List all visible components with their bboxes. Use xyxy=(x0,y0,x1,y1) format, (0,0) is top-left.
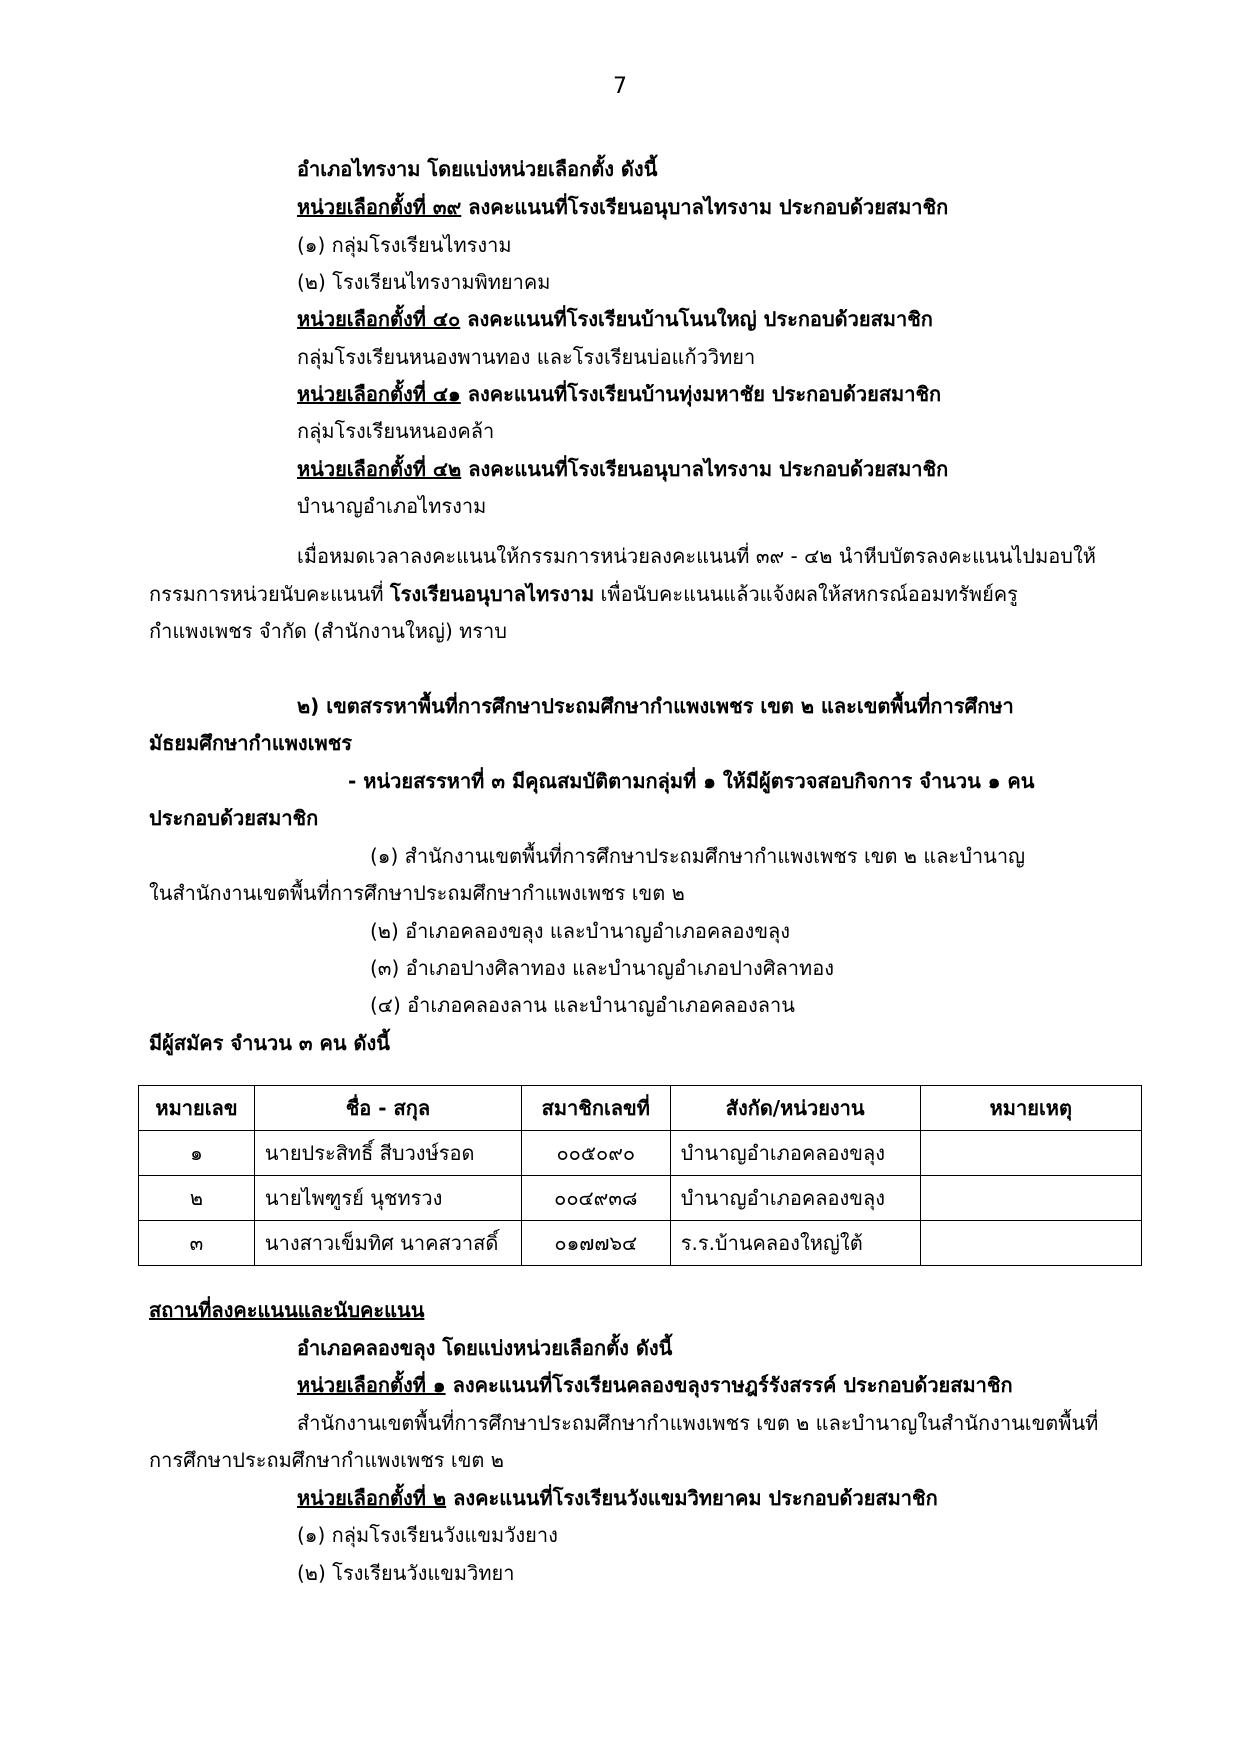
cell-remark xyxy=(920,1131,1141,1176)
section2-heading-2: มัธยมศึกษากำแพงเพชร xyxy=(149,731,353,755)
unit-member: (๒) โรงเรียนวังแขมวิทยา xyxy=(297,1561,515,1585)
col-header-affiliation: สังกัด/หน่วยงาน xyxy=(670,1086,920,1131)
venue-intro: อำเภอคลองขลุง โดยแบ่งหน่วยเลือกตั้ง ดังนี้ xyxy=(297,1336,673,1360)
cell-affiliation: ร.ร.บ้านคลองใหญ่ใต้ xyxy=(670,1221,920,1266)
unit-label: หน่วยเลือกตั้งที่ ๔๐ xyxy=(297,307,461,331)
closing-line-3: กำแพงเพชร จำกัด (สำนักงานใหญ่) ทราบ xyxy=(149,619,507,643)
cell-name: นายประสิทธิ์ สีบวงษ์รอด xyxy=(254,1131,521,1176)
venue-title: สถานที่ลงคะแนนและนับคะแนน xyxy=(149,1298,425,1322)
cell-member-no: ๐๐๔๙๓๘ xyxy=(521,1176,670,1221)
member-item: (๓) อำเภอปางศิลาทอง และบำนาญอำเภอปางศิลาทอง xyxy=(370,956,834,980)
district-intro: อำเภอไทรงาม โดยแบ่งหน่วยเลือกตั้ง ดังนี้ xyxy=(297,157,658,181)
table-header-row xyxy=(139,1086,1142,1131)
unit-39-heading xyxy=(297,193,948,221)
cell-name: นางสาวเข็มทิศ นาคสวาสดิ์ xyxy=(254,1221,521,1266)
unit-member: กลุ่มโรงเรียนหนองพานทอง และโรงเรียนบ่อแก้ววิทยา xyxy=(297,345,756,369)
cell-number: ๑ xyxy=(139,1131,255,1176)
table-row xyxy=(139,1221,1142,1266)
unit-label: หน่วยเลือกตั้งที่ ๑ xyxy=(297,1373,446,1397)
unit-member: (๑) กลุ่มโรงเรียนวังแขมวังยาง xyxy=(297,1523,558,1547)
table-row xyxy=(139,1176,1142,1221)
unit-desc: ลงคะแนนที่โรงเรียนวังแขมวิทยาคม ประกอบด้วยสมาชิก xyxy=(446,1486,938,1510)
section2-heading-1: ๒) เขตสรรหาพื้นที่การศึกษาประถมศึกษากำแพงเพชร เขต ๒ และเขตพื้นที่การศึกษา xyxy=(297,694,1014,718)
unit-member: กลุ่มโรงเรียนหนองคล้า xyxy=(297,419,495,443)
member-item: (๑) สำนักงานเขตพื้นที่การศึกษาประถมศึกษากำแพงเพชร เขต ๒ และบำนาญ xyxy=(370,844,1026,868)
member-item: (๒) อำเภอคลองขลุง และบำนาญอำเภอคลองขลุง xyxy=(370,919,791,943)
cell-number: ๓ xyxy=(139,1221,255,1266)
cell-remark xyxy=(920,1176,1141,1221)
venue-unit-1-line-2: การศึกษาประถมศึกษากำแพงเพชร เขต ๒ xyxy=(149,1448,504,1472)
cell-name: นายไพฑูรย์ นุชทรวง xyxy=(254,1176,521,1221)
cell-affiliation: บำนาญอำเภอคลองขลุง xyxy=(670,1176,920,1221)
unit-desc: ลงคะแนนที่โรงเรียนอนุบาลไทรงาม ประกอบด้วยสมาชิก xyxy=(461,457,949,481)
unit-desc: ลงคะแนนที่โรงเรียนบ้านโนนใหญ่ ประกอบด้วยสมาชิก xyxy=(460,307,933,331)
unit-desc: ลงคะแนนที่โรงเรียนอนุบาลไทรงาม ประกอบด้วยสมาชิก xyxy=(461,195,949,219)
unit-41-heading xyxy=(297,380,941,408)
unit-40-heading xyxy=(297,305,933,333)
col-header-number: หมายเลข xyxy=(139,1086,255,1131)
venue-unit-2-heading xyxy=(297,1484,938,1512)
unit-label: หน่วยเลือกตั้งที่ ๔๑ xyxy=(297,382,461,406)
unit-label: หน่วยเลือกตั้งที่ ๔๒ xyxy=(297,457,462,481)
unit-label: หน่วยเลือกตั้งที่ ๒ xyxy=(297,1486,447,1510)
unit-member: (๑) กลุ่มโรงเรียนไทรงาม xyxy=(297,233,512,257)
col-header-remark: หมายเหตุ xyxy=(920,1086,1141,1131)
unit-member: (๒) โรงเรียนไทรงามพิทยาคม xyxy=(297,270,551,294)
member-item: (๔) อำเภอคลองลาน และบำนาญอำเภอคลองลาน xyxy=(370,993,795,1017)
cell-member-no: ๐๑๗๗๖๔ xyxy=(521,1221,670,1266)
unit-label: หน่วยเลือกตั้งที่ ๓๙ xyxy=(297,195,462,219)
applicants-line: มีผู้สมัคร จำนวน ๓ คน ดังนี้ xyxy=(149,1031,390,1055)
group-line-1: - หน่วยสรรหาที่ ๓ มีคุณสมบัติตามกลุ่มที่ ๑ ให้มีผู้ตรวจสอบกิจการ จำนวน ๑ คน xyxy=(348,769,1035,793)
cell-member-no: ๐๐๕๐๙๐ xyxy=(521,1131,670,1176)
closing-school: โรงเรียนอนุบาลไทรงาม xyxy=(389,582,595,606)
candidates-table xyxy=(138,1085,1142,1266)
page-number: 7 xyxy=(613,74,627,99)
table-row xyxy=(139,1131,1142,1176)
unit-member: บำนาญอำเภอไทรงาม xyxy=(297,494,487,518)
closing-line-1: เมื่อหมดเวลาลงคะแนนให้กรรมการหน่วยลงคะแนนที่ ๓๙ - ๔๒ นำหีบบัตรลงคะแนนไปมอบให้ xyxy=(297,544,1096,568)
member-item-cont: ในสำนักงานเขตพื้นที่การศึกษาประถมศึกษากำแพงเพชร เขต ๒ xyxy=(149,881,685,905)
group-line-2: ประกอบด้วยสมาชิก xyxy=(149,806,319,830)
cell-affiliation: บำนาญอำเภอคลองขลุง xyxy=(670,1131,920,1176)
unit-desc: ลงคะแนนที่โรงเรียนคลองขลุงราษฎร์รังสรรค์ ประกอบด้วยสมาชิก xyxy=(445,1373,1013,1397)
cell-number: ๒ xyxy=(139,1176,255,1221)
venue-unit-1-line-1: สำนักงานเขตพื้นที่การศึกษาประถมศึกษากำแพงเพชร เขต ๒ และบำนาญในสำนักงานเขตพื้นที่ xyxy=(297,1411,1099,1435)
venue-unit-1-heading xyxy=(297,1371,1013,1399)
col-header-name: ชื่อ - สกุล xyxy=(254,1086,521,1131)
cell-remark xyxy=(920,1221,1141,1266)
unit-42-heading xyxy=(297,455,948,483)
closing-text: กรรมการหน่วยนับคะแนนที่ xyxy=(149,582,390,606)
unit-desc: ลงคะแนนที่โรงเรียนบ้านทุ่งมหาชัย ประกอบด้วยสมาชิก xyxy=(460,382,942,406)
closing-text: เพื่อนับคะแนนแล้วแจ้งผลให้สหกรณ์ออมทรัพย์ครู xyxy=(594,582,1018,606)
closing-line-2 xyxy=(149,580,1018,608)
col-header-member-no: สมาชิกเลขที่ xyxy=(521,1086,670,1131)
